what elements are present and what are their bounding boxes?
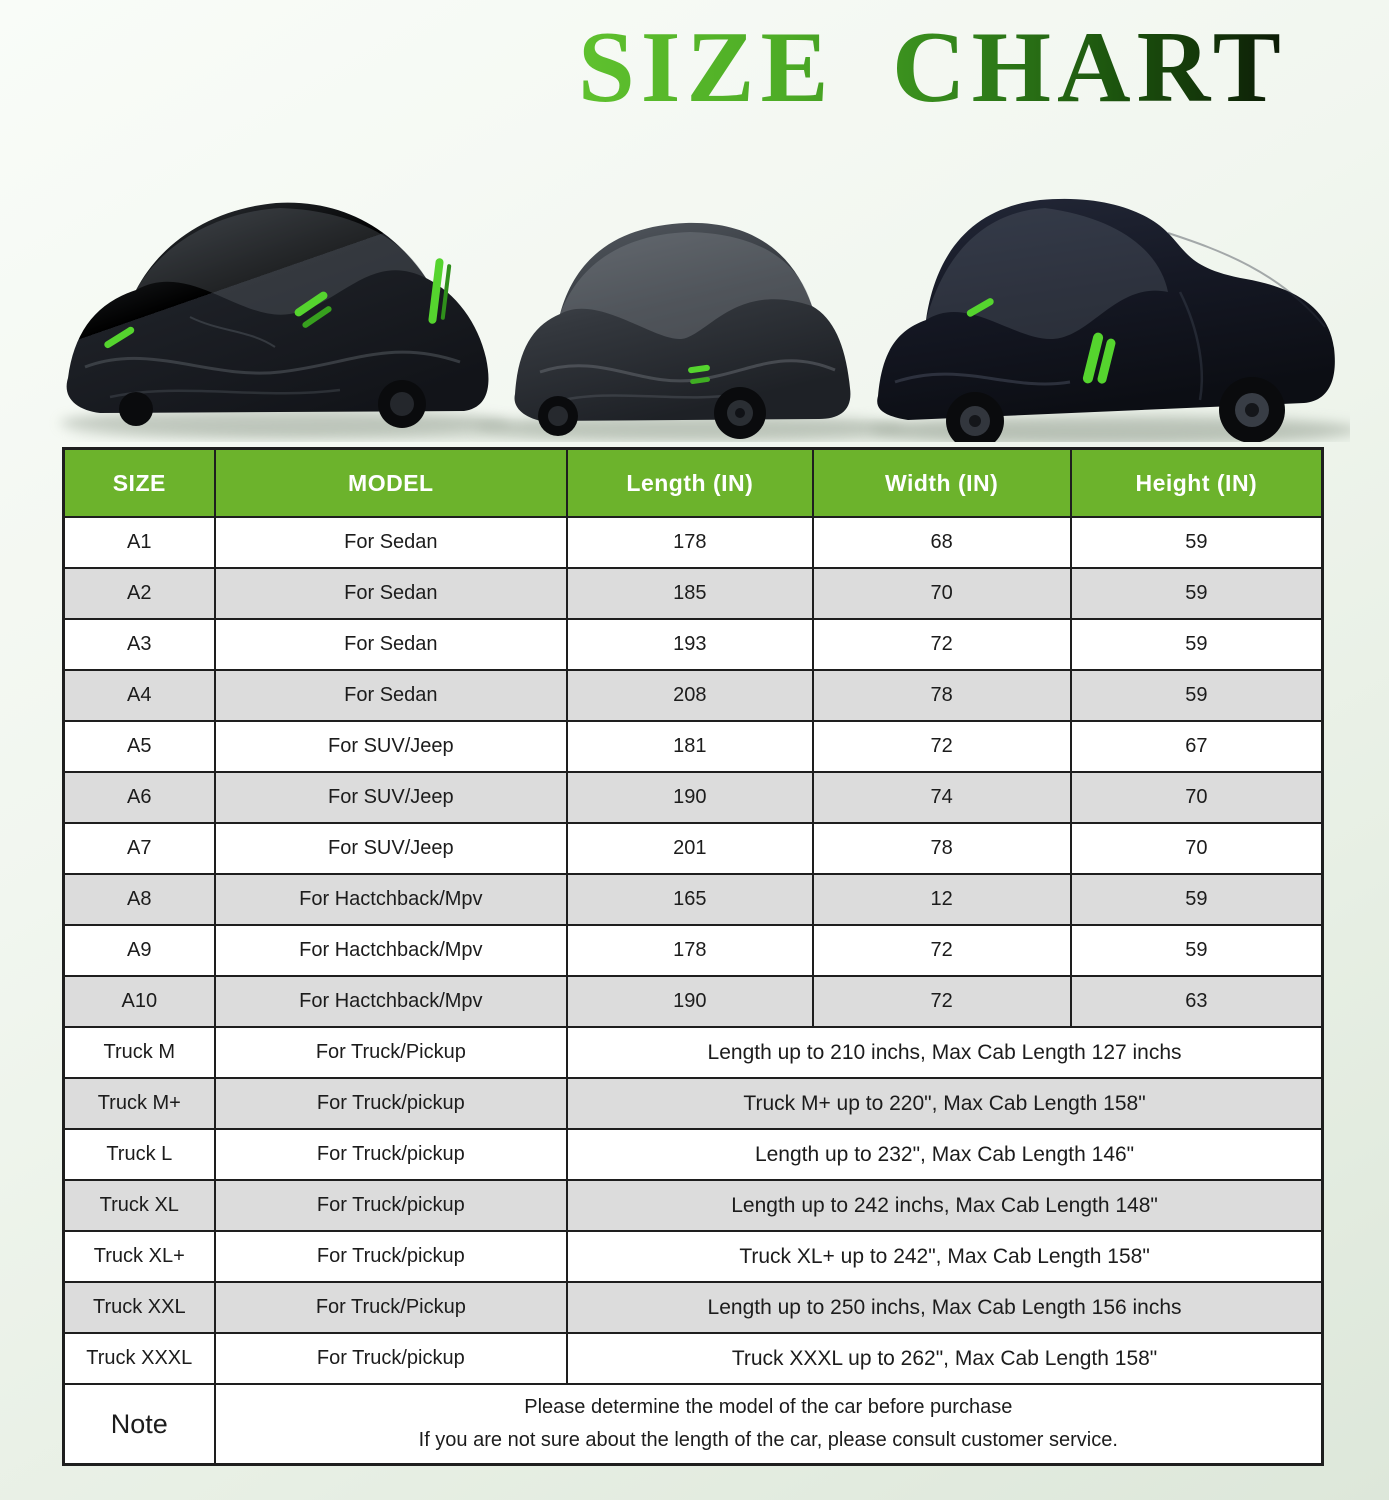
cell-size: Truck M+	[64, 1078, 215, 1129]
cell-length: 201	[567, 823, 813, 874]
cell-span: Truck XL+ up to 242", Max Cab Length 158"	[567, 1231, 1322, 1282]
cell-width: 72	[813, 721, 1071, 772]
table-row	[64, 1180, 1323, 1231]
cell-model: For SUV/Jeep	[215, 823, 568, 874]
cell-span: Length up to 210 inchs, Max Cab Length 127 inchs	[567, 1027, 1322, 1078]
cell-length: 208	[567, 670, 813, 721]
cell-size: A2	[64, 568, 215, 619]
cell-height: 70	[1071, 823, 1323, 874]
cell-size: Truck XL	[64, 1180, 215, 1231]
cell-size: A9	[64, 925, 215, 976]
note-row	[64, 1384, 1323, 1465]
cell-size: A6	[64, 772, 215, 823]
table-row	[64, 568, 1323, 619]
note-label: Note	[64, 1384, 215, 1465]
cell-height: 59	[1071, 517, 1323, 568]
table-row	[64, 721, 1323, 772]
cell-span: Truck M+ up to 220", Max Cab Length 158"	[567, 1078, 1322, 1129]
cell-height: 59	[1071, 619, 1323, 670]
note-text	[215, 1384, 1323, 1465]
cell-size: Truck M	[64, 1027, 215, 1078]
note-line-1: Please determine the model of the car before purchase	[524, 1396, 1013, 1418]
cell-model: For Sedan	[215, 568, 568, 619]
cell-size: A4	[64, 670, 215, 721]
cell-width: 68	[813, 517, 1071, 568]
cell-size: A5	[64, 721, 215, 772]
table-row	[64, 874, 1323, 925]
page-title: SIZE CHART	[578, 11, 1287, 124]
size-chart-table	[62, 447, 1324, 1466]
table-row	[64, 976, 1323, 1027]
cell-length: 185	[567, 568, 813, 619]
header-width: Width (IN)	[813, 449, 1071, 518]
cell-width: 78	[813, 823, 1071, 874]
cell-size: A3	[64, 619, 215, 670]
cell-height: 70	[1071, 772, 1323, 823]
cell-length: 178	[567, 925, 813, 976]
cell-height: 63	[1071, 976, 1323, 1027]
cell-size: A8	[64, 874, 215, 925]
cell-size: Truck XXL	[64, 1282, 215, 1333]
sedan-cover-illustration	[67, 203, 489, 428]
cell-length: 181	[567, 721, 813, 772]
truck-cover-illustration	[877, 199, 1335, 442]
cell-size: A7	[64, 823, 215, 874]
table-row	[64, 670, 1323, 721]
cell-height: 59	[1071, 874, 1323, 925]
cell-span: Length up to 242 inchs, Max Cab Length 148"	[567, 1180, 1322, 1231]
product-photo-covered-vehicles	[40, 142, 1350, 442]
cell-width: 12	[813, 874, 1071, 925]
cell-height: 67	[1071, 721, 1323, 772]
cell-model: For Truck/pickup	[215, 1129, 568, 1180]
table-row	[64, 1078, 1323, 1129]
cell-model: For Truck/pickup	[215, 1078, 568, 1129]
cell-height: 59	[1071, 925, 1323, 976]
table-row	[64, 517, 1323, 568]
cell-height: 59	[1071, 670, 1323, 721]
header-length: Length (IN)	[567, 449, 813, 518]
table-row	[64, 772, 1323, 823]
cell-model: For Sedan	[215, 670, 568, 721]
note-line-2: If you are not sure about the length of the car, please consult customer service.	[418, 1429, 1118, 1451]
cell-size: Truck L	[64, 1129, 215, 1180]
table-row	[64, 1129, 1323, 1180]
header-size: SIZE	[64, 449, 215, 518]
cell-model: For Hactchback/Mpv	[215, 925, 568, 976]
table-row	[64, 1027, 1323, 1078]
cell-model: For SUV/Jeep	[215, 721, 568, 772]
cell-model: For Truck/pickup	[215, 1180, 568, 1231]
cell-length: 193	[567, 619, 813, 670]
cell-model: For Truck/pickup	[215, 1333, 568, 1384]
cell-length: 190	[567, 976, 813, 1027]
cell-model: For Hactchback/Mpv	[215, 976, 568, 1027]
cell-height: 59	[1071, 568, 1323, 619]
cell-model: For Sedan	[215, 517, 568, 568]
cell-span: Truck XXXL up to 262", Max Cab Length 158"	[567, 1333, 1322, 1384]
header-height: Height (IN)	[1071, 449, 1323, 518]
cell-size: A1	[64, 517, 215, 568]
cell-model: For Truck/pickup	[215, 1231, 568, 1282]
cell-width: 70	[813, 568, 1071, 619]
cell-length: 178	[567, 517, 813, 568]
cell-width: 72	[813, 925, 1071, 976]
table-row	[64, 619, 1323, 670]
suv-cover-illustration	[515, 223, 851, 439]
cell-width: 72	[813, 619, 1071, 670]
table-row	[64, 1231, 1323, 1282]
cell-width: 78	[813, 670, 1071, 721]
cell-width: 72	[813, 976, 1071, 1027]
cell-size: Truck XL+	[64, 1231, 215, 1282]
cell-length: 165	[567, 874, 813, 925]
cell-model: For SUV/Jeep	[215, 772, 568, 823]
table-row	[64, 925, 1323, 976]
table-row	[64, 1282, 1323, 1333]
cell-span: Length up to 232", Max Cab Length 146"	[567, 1129, 1322, 1180]
header-row	[64, 449, 1323, 518]
cell-model: For Hactchback/Mpv	[215, 874, 568, 925]
cell-model: For Truck/Pickup	[215, 1027, 568, 1078]
cell-model: For Truck/Pickup	[215, 1282, 568, 1333]
header-model: MODEL	[215, 449, 568, 518]
cell-span: Length up to 250 inchs, Max Cab Length 156 inchs	[567, 1282, 1322, 1333]
cell-size: Truck XXXL	[64, 1333, 215, 1384]
table-row	[64, 823, 1323, 874]
cell-size: A10	[64, 976, 215, 1027]
cell-width: 74	[813, 772, 1071, 823]
cell-length: 190	[567, 772, 813, 823]
table-row	[64, 1333, 1323, 1384]
cell-model: For Sedan	[215, 619, 568, 670]
